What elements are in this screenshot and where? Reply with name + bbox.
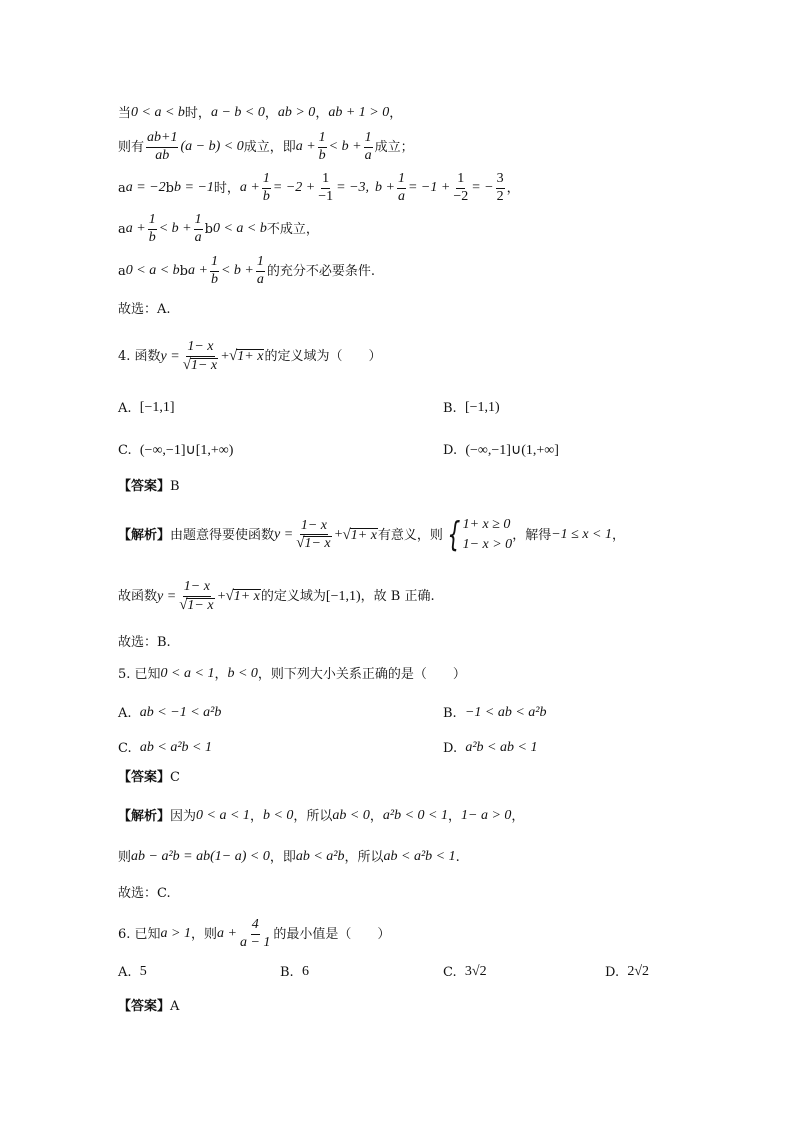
fraction: $\frac{1}{b}$ (148, 212, 156, 245)
math: 0 < a < b (125, 263, 180, 279)
math: = −1 + (407, 180, 451, 196)
math: b + (375, 180, 395, 196)
text: 成立，即 (243, 139, 296, 155)
answer-4: 【答案】 B (118, 479, 180, 494)
math: = −3, (336, 180, 370, 196)
fraction: $\frac{1}{b}$ (262, 171, 270, 204)
option-c[interactable]: C. ab < a²b < 1 (118, 740, 212, 756)
math: 0 < a < b (212, 221, 267, 237)
fraction: $\frac{1}{a}$ (256, 254, 264, 287)
radical: √ 1+ x (225, 588, 260, 605)
option-c[interactable]: C. 3√2 (443, 964, 487, 980)
choose-b: 故选：B. (118, 635, 171, 650)
fraction: $\frac{4}{a - 1}$ (239, 917, 271, 950)
option-d[interactable]: D. (−∞,−1]∪(1,+∞] (443, 443, 559, 458)
text: a (118, 263, 126, 279)
text: 时， (213, 180, 240, 196)
option-b[interactable]: B. −1 < ab < a²b (443, 705, 547, 721)
text: ， (506, 180, 520, 196)
text: ， (315, 105, 329, 121)
text: 则有 (118, 139, 145, 155)
fraction: $\frac{3}{2}$ (496, 171, 504, 204)
option-a[interactable]: A. [−1,1] (118, 400, 175, 416)
math: b = −1 (174, 180, 214, 196)
solution-line-1 (118, 106, 402, 120)
math: + (221, 348, 230, 364)
radical: √ 1+ x (342, 526, 377, 543)
text: 的定义域为（ ） (264, 349, 382, 365)
choose-a: 故选：A. (118, 302, 171, 317)
radical: √ 1+ x (229, 348, 264, 365)
fraction: $\frac{ab+1}{ab}$ (147, 130, 178, 163)
math: a + (125, 221, 146, 237)
solution-line-3 (118, 172, 520, 204)
text: 不成立， (266, 221, 319, 237)
explanation-4-line-2: 故函数 y = 1− x √ 1− x + √ 1+ x 的定义域为 [−1,1) ，故 B 正确. (118, 579, 435, 613)
fraction: $\frac{1}{a}$ (194, 212, 202, 245)
math: y = (160, 348, 180, 364)
fraction: 1− x √ 1− x (182, 339, 218, 373)
text: 4. 函数 (118, 349, 161, 365)
explanation-4-line-1: 【解析】 由题意得要使函数 y = 1− x √ 1− x + √ 1+ x 有意义，则 { 1+ x ≥ 0 1− x > 0 ，解得 −1 ≤ x < 1 ， (118, 515, 626, 556)
solution-line-5 (118, 255, 375, 287)
explanation-5-line-2: 则 ab − a²b = ab(1− a) < 0 ，即 ab < a²b ，所以 ab < a²b < 1 . (118, 849, 460, 865)
math: = −2 + (272, 180, 316, 196)
question-6-stem: 6. 已知 a > 1 ，则 a + $\frac{4}{a - 1}$ 的最小值是（ ） (118, 917, 391, 950)
text: 的充分不必要条件. (266, 263, 375, 279)
math: < b + (328, 139, 362, 155)
math: a + (239, 180, 260, 196)
math: 0 < a < b (131, 105, 185, 120)
option-a[interactable]: A. 5 (118, 964, 147, 980)
question-5-stem: 5. 已知 0 < a < 1 ， b < 0 ，则下列大小关系正确的是（ ） (118, 666, 466, 682)
math: (a − b) < 0 (180, 139, 244, 155)
text: ， (389, 105, 403, 121)
explanation-5-line-1: 【解析】 因为 0 < a < 1 ， b < 0 ，所以 ab < 0 ， a²b < 0 < 1 ， 1− a > 0 ， (118, 808, 525, 824)
math: < b + (158, 221, 192, 237)
fraction: $\frac{1}{a}$ (397, 171, 405, 204)
answer-6: 【答案】 A (118, 999, 180, 1014)
math: < b + (220, 263, 254, 279)
choose-c: 故选：C. (118, 886, 171, 901)
answer-5: 【答案】 C (118, 770, 180, 785)
math: ab + 1 > 0 (328, 105, 390, 120)
fraction: $\frac{1}{b}$ (210, 254, 218, 287)
option-d[interactable]: D. 2√2 (605, 964, 650, 980)
fraction: $\frac{1}{a}$ (364, 130, 372, 163)
text: 成立； (374, 139, 414, 155)
solution-line-4 (118, 213, 319, 245)
text: ， (264, 105, 278, 121)
option-a[interactable]: A. ab < −1 < a²b (118, 705, 222, 721)
fraction: $\frac{1}{-2}$ (453, 171, 469, 204)
option-b[interactable]: B. 6 (280, 964, 309, 980)
text: b (179, 263, 188, 279)
question-4-stem (118, 340, 381, 373)
option-d[interactable]: D. a²b < ab < 1 (443, 740, 538, 756)
text: a (118, 221, 126, 237)
fraction: $\frac{1}{-1}$ (318, 171, 334, 204)
text: a (118, 180, 126, 196)
fraction: 1− x √ 1− x (296, 517, 331, 552)
option-b[interactable]: B. [−1,1) (443, 400, 500, 416)
text: b (165, 180, 174, 196)
text: b (204, 221, 213, 237)
fraction: $\frac{1}{b}$ (318, 130, 326, 163)
solution-line-2 (118, 131, 414, 163)
math: a − b < 0 (210, 105, 265, 120)
math: ab > 0 (277, 105, 316, 120)
math: a + (188, 263, 208, 279)
math: = − (471, 180, 494, 196)
math: a + (295, 139, 316, 155)
text: 当 (118, 105, 132, 121)
option-c[interactable]: C. (−∞,−1]∪[1,+∞) (118, 443, 234, 458)
text: 时， (184, 105, 211, 121)
fraction: 1− x √ 1− x (179, 579, 214, 613)
math: a = −2 (125, 180, 166, 196)
condition-system: { 1+ x ≥ 0 1− x > 0 (447, 515, 513, 556)
